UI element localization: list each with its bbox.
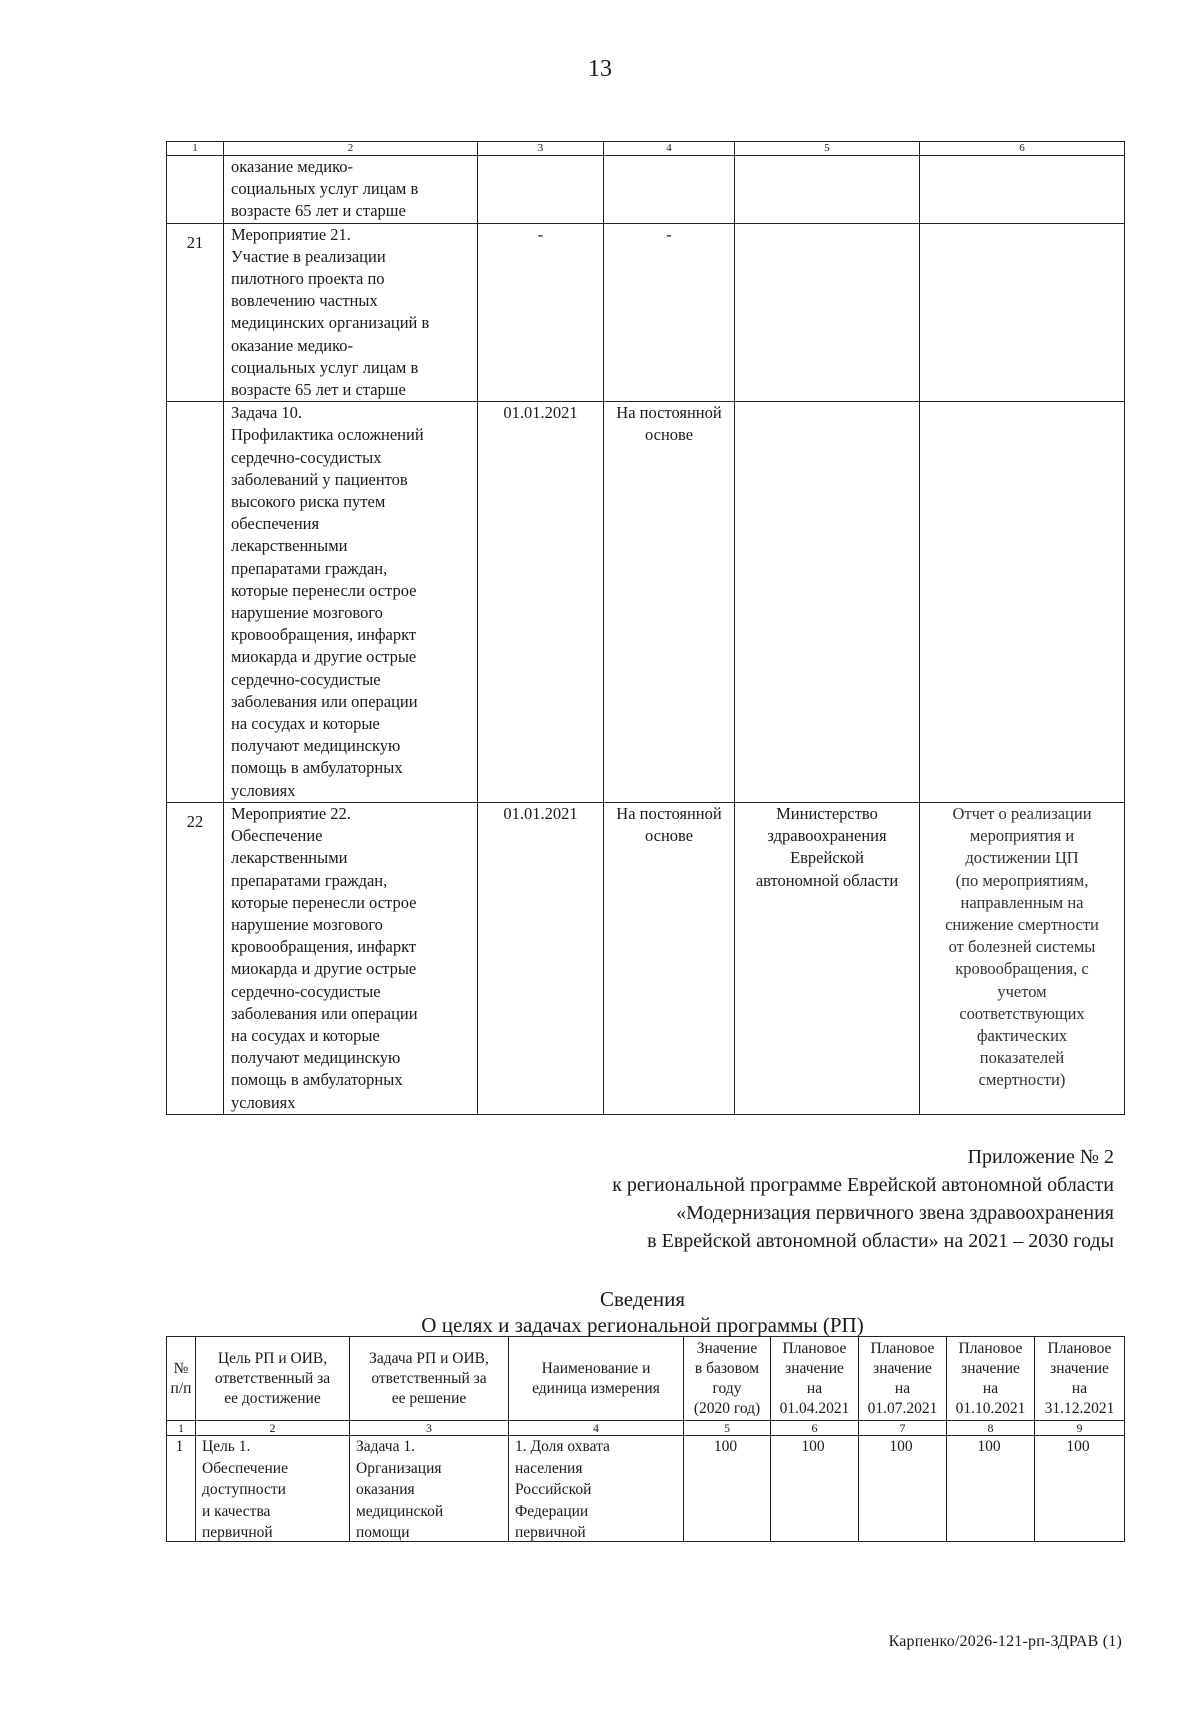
base-value: 100: [684, 1436, 771, 1542]
table-header-row: [167, 142, 1125, 156]
table-row: [167, 156, 1125, 224]
responsible: Министерство здравоохранения Еврейской автономной области: [735, 802, 920, 1114]
result: [920, 223, 1125, 402]
result: [920, 156, 1125, 224]
appendix-line: «Модернизация первичного звена здравоохранения: [676, 1202, 1114, 1224]
goal-text: Цель 1. Обеспечение доступности и качества первичной: [202, 1438, 288, 1541]
column-number: 5: [735, 142, 920, 156]
column-header: Плановое значение на 31.12.2021: [1035, 1337, 1125, 1421]
result: [920, 402, 1125, 803]
page-number: 13: [588, 56, 612, 82]
row-number-text: 1: [175, 1438, 184, 1455]
plan-value-q4: 100: [1035, 1436, 1125, 1542]
column-number: 7: [859, 1421, 947, 1436]
appendix-line: к региональной программе Еврейской автономной области: [612, 1174, 1114, 1196]
column-number: 2: [196, 1421, 350, 1436]
table-header-row: [167, 1337, 1125, 1421]
indicator-cell: [509, 1436, 684, 1542]
end-date: -: [604, 223, 735, 402]
row-number: [167, 402, 224, 803]
row-number: [167, 1436, 196, 1542]
section-title: Сведения: [600, 1287, 685, 1311]
column-header: Задача РП и ОИВ, ответственный за ее решение: [350, 1337, 509, 1421]
table-row: [167, 402, 1125, 803]
column-number: 4: [604, 142, 735, 156]
column-header: Цель РП и ОИВ, ответственный за ее достижение: [196, 1337, 350, 1421]
start-date: [478, 156, 604, 224]
goal-cell: [196, 1436, 350, 1542]
column-header: Плановое значение на 01.10.2021: [947, 1337, 1035, 1421]
column-number: 2: [224, 142, 478, 156]
responsible: [735, 156, 920, 224]
column-number-row: [167, 1421, 1125, 1436]
column-header: Значение в базовом году (2020 год): [684, 1337, 771, 1421]
plan-value-q1: 100: [771, 1436, 859, 1542]
section-subtitle: О целях и задачах региональной программы (РП): [421, 1313, 864, 1337]
indicator-text: 1. Доля охвата населения Российской Федерации первичной: [515, 1438, 610, 1541]
column-number: 5: [684, 1421, 771, 1436]
footer-reference: Карпенко/2026-121-рп-ЗДРАВ (1): [888, 1633, 1122, 1650]
appendix-line: в Еврейской автономной области» на 2021 – 2030 годы: [647, 1230, 1114, 1252]
column-number: 1: [167, 142, 224, 156]
column-number: 3: [350, 1421, 509, 1436]
column-number: 1: [167, 1421, 196, 1436]
plan-value-q2: 100: [859, 1436, 947, 1542]
column-header: Наименование и единица измерения: [509, 1337, 684, 1421]
column-number: 3: [478, 142, 604, 156]
responsible: [735, 223, 920, 402]
column-number: 6: [771, 1421, 859, 1436]
start-date: -: [478, 223, 604, 402]
column-number: 8: [947, 1421, 1035, 1436]
row-number: [167, 156, 224, 224]
result: Отчет о реализации мероприятия и достижении ЦП (по мероприятиям, направленным на снижение смертности от болезней системы кровообращения, с учетом соответствующих фактических показателей смертности): [920, 802, 1125, 1114]
row-text: Мероприятие 22. Обеспечение лекарственными препаратами граждан, которые перенесли острое нарушение мозгового кровообращения, инфаркт миокарда и другие острые сердечно-сосудистые заболевания или операции на сосудах и которые получают медицинскую помощь в амбулаторных условиях: [224, 802, 478, 1114]
plan-value-q3: 100: [947, 1436, 1035, 1542]
row-text: оказание медико- социальных услуг лицам в возрасте 65 лет и старше: [224, 156, 478, 224]
goals-table: [166, 1336, 1125, 1542]
task-text: Задача 1. Организация оказания медицинской помощи: [356, 1438, 444, 1541]
column-number: 4: [509, 1421, 684, 1436]
end-date: На постоянной основе: [604, 402, 735, 803]
responsible: [735, 402, 920, 803]
start-date: 01.01.2021: [478, 802, 604, 1114]
row-number: 21: [167, 223, 224, 402]
column-header: Плановое значение на 01.07.2021: [859, 1337, 947, 1421]
end-date: [604, 156, 735, 224]
column-number: 6: [920, 142, 1125, 156]
table-row: [167, 802, 1125, 1114]
table-row: [167, 1436, 1125, 1542]
column-number: 9: [1035, 1421, 1125, 1436]
column-header: № п/п: [167, 1337, 196, 1421]
end-date: На постоянной основе: [604, 802, 735, 1114]
table-row: [167, 223, 1125, 402]
row-number: 22: [167, 802, 224, 1114]
start-date: 01.01.2021: [478, 402, 604, 803]
task-cell: [350, 1436, 509, 1542]
column-header: Плановое значение на 01.04.2021: [771, 1337, 859, 1421]
measures-table: [166, 141, 1125, 1115]
appendix-number: Приложение № 2: [967, 1146, 1114, 1168]
row-text: Задача 10. Профилактика осложнений сердечно-сосудистых заболеваний у пациентов высокого риска путем обеспечения лекарственными препаратами граждан, которые перенесли острое нарушение мозгового кровообращения, инфаркт миокарда и другие острые сердечно-сосудистые заболевания или операции на сосудах и которые получают медицинскую помощь в амбулаторных условиях: [224, 402, 478, 803]
appendix-heading: [314, 1143, 1114, 1255]
row-text: Мероприятие 21. Участие в реализации пилотного проекта по вовлечению частных медицинских организаций в оказание медико- социальных услуг лицам в возрасте 65 лет и старше: [224, 223, 478, 402]
